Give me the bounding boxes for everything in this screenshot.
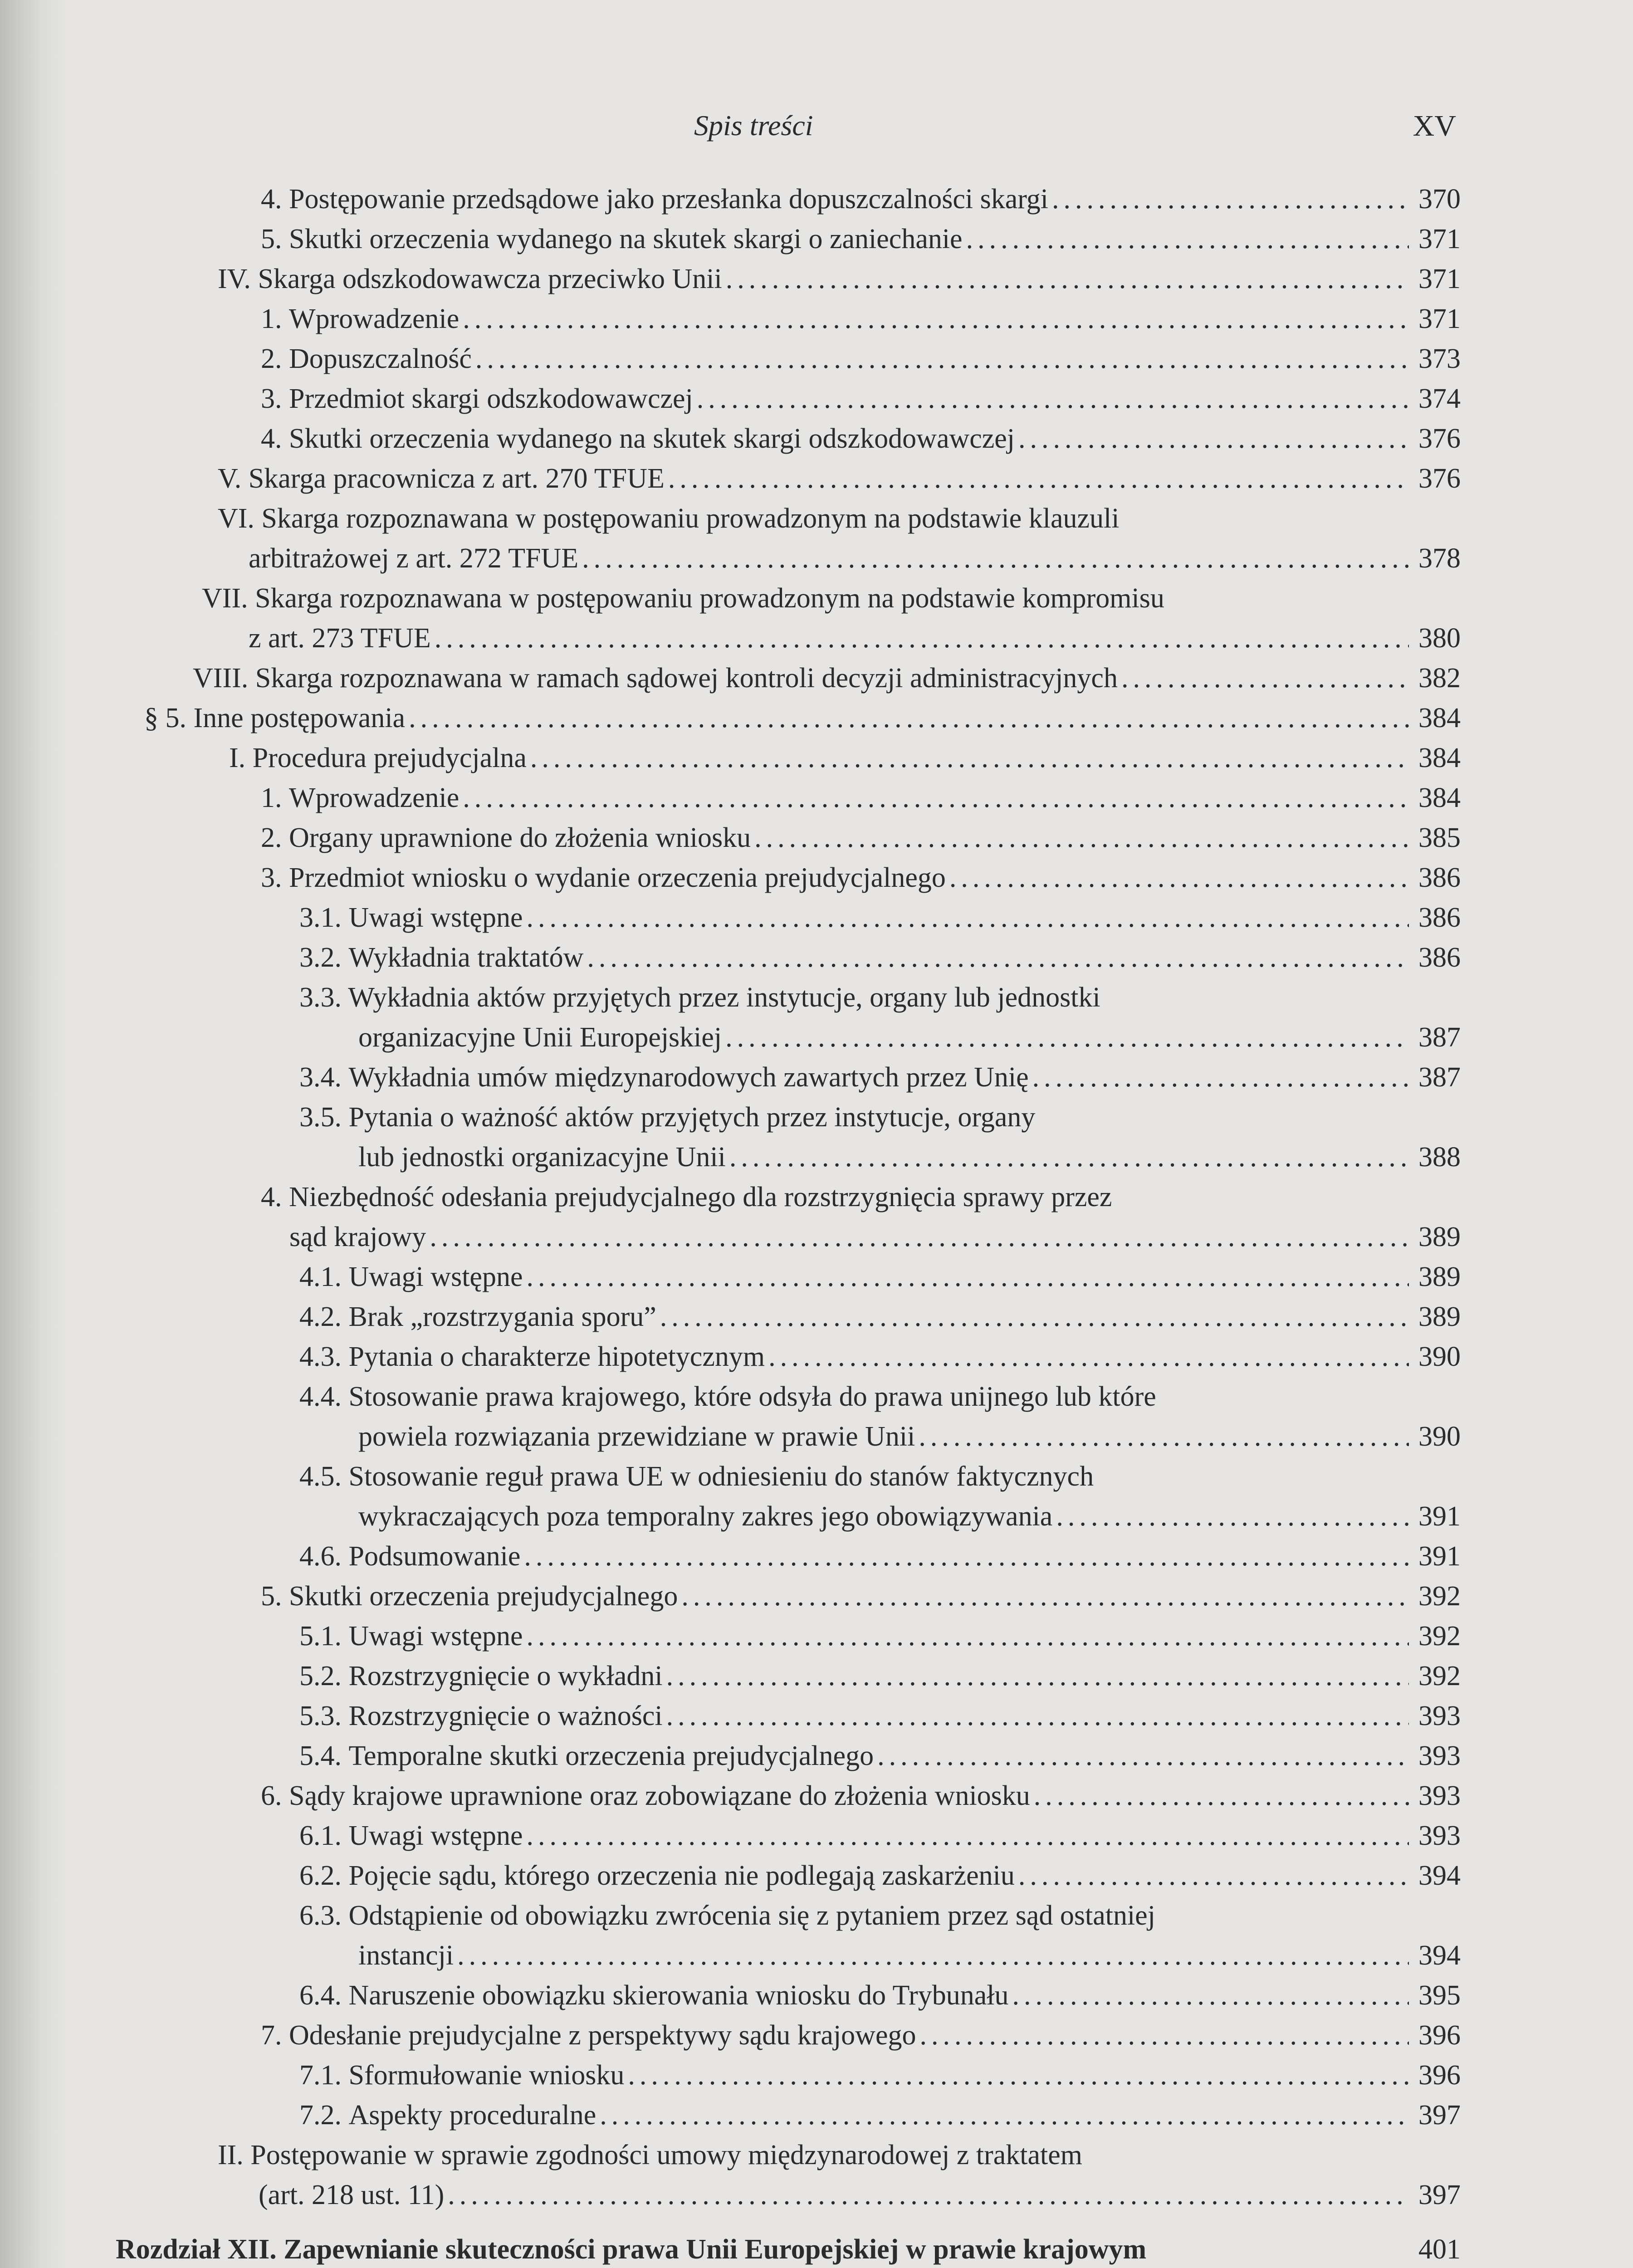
leader-dots xyxy=(726,259,1409,299)
entry-title-continued: arbitrażowej z art. 272 TFUE xyxy=(249,543,579,574)
toc-entry xyxy=(0,1057,1633,1098)
entry-number: 5. xyxy=(261,224,282,254)
entry-number: 4.4. xyxy=(299,1381,342,1412)
entry-number: 3. xyxy=(261,862,282,893)
entry-number: 6.3. xyxy=(299,1900,342,1931)
entry-title: Pytania o charakterze hipotetycznym xyxy=(348,1341,765,1372)
entry-number: 6.1. xyxy=(299,1820,342,1851)
entry-page: 392 xyxy=(1418,1621,1461,1652)
entry-page: 396 xyxy=(1418,2020,1461,2051)
leader-dots xyxy=(600,2095,1409,2135)
entry-page: 384 xyxy=(1418,782,1461,813)
entry-number: 6.4. xyxy=(299,1980,342,2011)
entry-title-continued: organizacyjne Unii Europejskiej xyxy=(358,1022,722,1053)
entry-page: 371 xyxy=(1418,264,1461,294)
toc-entry xyxy=(0,2055,1633,2096)
toc-entry xyxy=(0,938,1633,978)
entry-number: 7.1. xyxy=(299,2060,342,2091)
leader-dots xyxy=(668,459,1409,499)
toc-entry xyxy=(0,2015,1633,2056)
entry-title: Wprowadzenie xyxy=(289,782,460,813)
entry-title: Naruszenie obowiązku skierowania wniosku do Trybunału xyxy=(348,1980,1009,2011)
entry-number: 6.2. xyxy=(299,1860,342,1891)
entry-title: Skutki orzeczenia wydanego na skutek skargi odszkodowawczej xyxy=(289,423,1015,454)
leader-dots xyxy=(526,1257,1409,1297)
leader-dots xyxy=(666,1656,1409,1696)
entry-title: Postępowanie przedsądowe jako przesłanka dopuszczalności skargi xyxy=(289,184,1049,215)
entry-title-continued: lub jednostki organizacyjne Unii xyxy=(358,1142,726,1173)
leader-dots xyxy=(1052,179,1409,219)
entry-number: IV. xyxy=(218,264,251,294)
entry-title-continued: (art. 218 ust. 11) xyxy=(259,2180,445,2210)
toc-entry xyxy=(0,1257,1633,1298)
entry-title: Wykładnia traktatów xyxy=(348,942,584,973)
entry-number: 4.1. xyxy=(299,1261,342,1292)
entry-title: Przedmiot wniosku o wydanie orzeczenia prejudycjalnego xyxy=(289,862,946,893)
entry-title: Sformułowanie wniosku xyxy=(348,2060,625,2091)
entry-page: 395 xyxy=(1418,1980,1461,2011)
leader-dots xyxy=(1056,1496,1409,1536)
toc-entry xyxy=(0,858,1633,899)
entry-number: 4.3. xyxy=(299,1341,342,1372)
leader-dots xyxy=(628,2055,1409,2095)
entry-title: Przedmiot skargi odszkodowawczej xyxy=(289,383,693,414)
toc-entry xyxy=(0,339,1633,380)
running-title: Spis treści xyxy=(694,109,813,142)
entry-title: Stosowanie prawa krajowego, które odsyła do prawa unijnego lub które xyxy=(348,1381,1156,1412)
toc-entry xyxy=(0,578,1633,658)
toc-entry xyxy=(0,1816,1633,1857)
entry-number: 5. xyxy=(261,1581,282,1612)
entry-number: 5.4. xyxy=(299,1740,342,1771)
toc-entry xyxy=(0,499,1633,578)
page-header xyxy=(0,109,1633,150)
entry-title: Procedura prejudycjalna xyxy=(252,743,527,773)
leader-dots xyxy=(966,219,1409,259)
leader-dots xyxy=(725,1017,1409,1057)
entry-number: 4. xyxy=(261,184,282,215)
entry-page: 371 xyxy=(1418,303,1461,334)
toc-entry xyxy=(0,818,1633,859)
entry-title: Organy uprawnione do złożenia wniosku xyxy=(289,822,751,853)
entry-title: Skutki orzeczenia wydanego na skutek skargi o zaniechanie xyxy=(289,224,963,254)
entry-title: Stosowanie reguł prawa UE w odniesieniu do stanów faktycznych xyxy=(348,1461,1094,1492)
entry-title: Temporalne skutki orzeczenia prejudycjalnego xyxy=(348,1740,874,1771)
entry-number: 4.6. xyxy=(299,1541,342,1572)
entry-page: 385 xyxy=(1418,822,1461,853)
leader-dots xyxy=(435,618,1409,658)
leader-dots xyxy=(582,538,1409,578)
toc-entry xyxy=(0,2095,1633,2136)
leader-dots xyxy=(681,1576,1409,1616)
toc-entry xyxy=(0,1776,1633,1817)
entry-page: 384 xyxy=(1418,703,1461,733)
entry-number: 2. xyxy=(261,822,282,853)
entry-number: 3.3. xyxy=(299,982,342,1013)
toc-entry xyxy=(0,179,1633,220)
entry-page: 396 xyxy=(1418,2060,1461,2091)
leader-dots xyxy=(526,898,1409,938)
entry-page: 391 xyxy=(1418,1501,1461,1532)
entry-page: 393 xyxy=(1418,1780,1461,1811)
leader-dots xyxy=(1034,1776,1409,1816)
entry-number: 4. xyxy=(261,423,282,454)
entry-page: 389 xyxy=(1418,1301,1461,1332)
entry-page: 388 xyxy=(1418,1142,1461,1173)
toc-entry xyxy=(0,259,1633,300)
entry-number: 3.5. xyxy=(299,1102,342,1133)
entry-page: 394 xyxy=(1418,1940,1461,1971)
entry-page: 389 xyxy=(1418,1261,1461,1292)
toc-entry xyxy=(0,898,1633,938)
toc-entry xyxy=(0,738,1633,779)
leader-dots xyxy=(475,339,1409,379)
entry-number: 4.5. xyxy=(299,1461,342,1492)
toc-entry xyxy=(0,2135,1633,2215)
entry-number: 4. xyxy=(261,1182,282,1212)
toc-entry xyxy=(0,1736,1633,1777)
entry-page: 391 xyxy=(1418,1541,1461,1572)
entry-title: Skarga rozpoznawana w postępowaniu prowadzonym na podstawie kompromisu xyxy=(255,583,1164,614)
toc-entry xyxy=(0,379,1633,420)
entry-page: 392 xyxy=(1418,1661,1461,1691)
entry-title: Odesłanie prejudycjalne z perspektywy sądu krajowego xyxy=(289,2020,916,2051)
entry-title: Wykładnia aktów przyjętych przez instytucje, organy lub jednostki xyxy=(348,982,1100,1013)
entry-page: 370 xyxy=(1418,184,1461,215)
entry-page: 386 xyxy=(1418,942,1461,973)
entry-title: Wykładnia umów międzynarodowych zawartych przez Unię xyxy=(348,1062,1029,1093)
toc-entry xyxy=(0,658,1633,699)
entry-page: 374 xyxy=(1418,383,1461,414)
leader-dots xyxy=(660,1297,1409,1337)
entry-page: 376 xyxy=(1418,463,1461,494)
entry-title-continued: instancji xyxy=(358,1940,454,1971)
toc-entry xyxy=(0,1616,1633,1657)
entry-page: 397 xyxy=(1418,2180,1461,2210)
entry-page: 390 xyxy=(1418,1421,1461,1452)
page-number: XV xyxy=(1413,109,1456,142)
entry-title: Skutki orzeczenia prejudycjalnego xyxy=(289,1581,678,1612)
toc-entry xyxy=(0,698,1633,739)
entry-title-continued: z art. 273 TFUE xyxy=(249,623,431,654)
entry-title: Niezbędność odesłania prejudycjalnego dla rozstrzygnięcia sprawy przez xyxy=(289,1182,1112,1212)
entry-number: 2. xyxy=(261,343,282,374)
leader-dots xyxy=(1012,1975,1409,2015)
leader-dots xyxy=(877,1736,1409,1776)
entry-page: 392 xyxy=(1418,1581,1461,1612)
entry-page: 382 xyxy=(1418,663,1461,694)
entry-page: 387 xyxy=(1418,1022,1461,1053)
toc-entry xyxy=(0,299,1633,340)
leader-dots xyxy=(463,778,1409,818)
entry-title: Pytania o ważność aktów przyjętych przez instytucje, organy xyxy=(348,1102,1036,1133)
chapter-title: Rozdział XII. Zapewnianie skuteczności prawa Unii Europejskiej w prawie krajowym xyxy=(116,2234,1147,2265)
chapter-page: 401 xyxy=(1418,2234,1461,2265)
entry-title: Pojęcie sądu, którego orzeczenia nie podlegają zaskarżeniu xyxy=(348,1860,1015,1891)
leader-dots xyxy=(949,858,1409,898)
toc-entry xyxy=(0,1337,1633,1378)
toc-entry xyxy=(0,1896,1633,1975)
toc-entry xyxy=(0,1656,1633,1697)
toc-entry xyxy=(0,1377,1633,1457)
entry-page: 373 xyxy=(1418,343,1461,374)
entry-page: 371 xyxy=(1418,224,1461,254)
leader-dots xyxy=(1018,1856,1409,1896)
leader-dots xyxy=(919,1417,1409,1457)
entry-number: I. xyxy=(229,743,246,773)
leader-dots xyxy=(754,818,1409,858)
leader-dots xyxy=(530,738,1409,778)
entry-title: Skarga pracownicza z art. 270 TFUE xyxy=(248,463,665,494)
entry-number: VI. xyxy=(218,503,254,534)
leader-dots xyxy=(1018,419,1409,459)
entry-page: 393 xyxy=(1418,1701,1461,1731)
entry-title: Wprowadzenie xyxy=(289,303,460,334)
leader-dots xyxy=(1032,1057,1409,1097)
toc-entry xyxy=(0,1536,1633,1577)
toc-entry xyxy=(0,778,1633,819)
entry-page: 387 xyxy=(1418,1062,1461,1093)
entry-page: 378 xyxy=(1418,543,1461,574)
entry-title: Brak „rozstrzygania sporu” xyxy=(348,1301,656,1332)
leader-dots xyxy=(409,698,1409,738)
toc-entry xyxy=(0,1457,1633,1536)
entry-title: Skarga rozpoznawana w ramach sądowej kontroli decyzji administracyjnych xyxy=(255,663,1118,694)
entry-title: Sądy krajowe uprawnione oraz zobowiązane do złożenia wniosku xyxy=(289,1780,1030,1811)
leader-dots xyxy=(457,1936,1409,1975)
toc-entry xyxy=(0,1696,1633,1737)
entry-title: Rozstrzygnięcie o ważności xyxy=(348,1701,663,1731)
toc-entry xyxy=(0,419,1633,459)
entry-title: Uwagi wstępne xyxy=(348,1820,523,1851)
entry-page: 386 xyxy=(1418,862,1461,893)
toc-entry xyxy=(0,1297,1633,1338)
leader-dots xyxy=(526,1616,1409,1656)
leader-dots xyxy=(463,299,1409,339)
entry-page: 386 xyxy=(1418,902,1461,933)
leader-dots xyxy=(919,2015,1409,2055)
entry-number: 3.2. xyxy=(299,942,342,973)
entry-number: VII. xyxy=(202,583,248,614)
toc-entry xyxy=(0,1177,1633,1257)
toc-chapter-entry xyxy=(0,2229,1633,2268)
entry-title: Skarga odszkodowawcza przeciwko Unii xyxy=(258,264,722,294)
toc-entry xyxy=(0,1856,1633,1897)
entry-page: 380 xyxy=(1418,623,1461,654)
leader-dots xyxy=(526,1816,1409,1856)
entry-title: Podsumowanie xyxy=(348,1541,521,1572)
entry-number: 5.3. xyxy=(299,1701,342,1731)
toc-entry xyxy=(0,459,1633,499)
entry-number: 5.1. xyxy=(299,1621,342,1652)
entry-number: 3.4. xyxy=(299,1062,342,1093)
toc-entry xyxy=(0,219,1633,260)
entry-title: Inne postępowania xyxy=(193,703,406,733)
toc-entry xyxy=(0,1576,1633,1617)
toc-entry xyxy=(0,978,1633,1057)
entry-number: V. xyxy=(218,463,242,494)
entry-number: 4.2. xyxy=(299,1301,342,1332)
entry-page: 394 xyxy=(1418,1860,1461,1891)
entry-number: 7.2. xyxy=(299,2100,342,2131)
leader-dots xyxy=(448,2175,1409,2215)
leader-dots xyxy=(768,1337,1409,1377)
entry-number: 6. xyxy=(261,1780,282,1811)
entry-title: Aspekty proceduralne xyxy=(348,2100,596,2131)
leader-dots xyxy=(666,1696,1409,1736)
entry-title-continued: powiela rozwiązania przewidziane w prawie Unii xyxy=(358,1421,915,1452)
entry-title: Skarga rozpoznawana w postępowaniu prowadzonym na podstawie klauzuli xyxy=(261,503,1120,534)
entry-title: Dopuszczalność xyxy=(289,343,472,374)
leader-dots xyxy=(430,1217,1409,1257)
entry-title: Rozstrzygnięcie o wykładni xyxy=(348,1661,663,1691)
entry-title: Uwagi wstępne xyxy=(348,1621,523,1652)
entry-title: Odstąpienie od obowiązku zwrócenia się z pytaniem przez sąd ostatniej xyxy=(348,1900,1155,1931)
entry-page: 389 xyxy=(1418,1222,1461,1252)
entry-page: 397 xyxy=(1418,2100,1461,2131)
leader-dots xyxy=(1121,658,1409,698)
entry-number: 3.1. xyxy=(299,902,342,933)
entry-number: 3. xyxy=(261,383,282,414)
leader-dots xyxy=(524,1536,1409,1576)
entry-page: 376 xyxy=(1418,423,1461,454)
entry-title-continued: wykraczających poza temporalny zakres jego obowiązywania xyxy=(358,1501,1053,1532)
entry-title-continued: sąd krajowy xyxy=(289,1222,426,1252)
toc-entry xyxy=(0,1097,1633,1177)
entry-title: Postępowanie w sprawie zgodności umowy międzynarodowej z traktatem xyxy=(250,2140,1082,2170)
entry-number: § 5. xyxy=(144,703,186,733)
entry-page: 384 xyxy=(1418,743,1461,773)
entry-number: 7. xyxy=(261,2020,282,2051)
entry-title: Uwagi wstępne xyxy=(348,902,523,933)
toc-entry xyxy=(0,1975,1633,2016)
entry-number: 1. xyxy=(261,782,282,813)
leader-dots xyxy=(697,379,1409,419)
entry-number: II. xyxy=(218,2140,244,2170)
entry-page: 393 xyxy=(1418,1740,1461,1771)
entry-title: Uwagi wstępne xyxy=(348,1261,523,1292)
entry-number: 5.2. xyxy=(299,1661,342,1691)
entry-number: 1. xyxy=(261,303,282,334)
entry-number: VIII. xyxy=(193,663,249,694)
entry-page: 390 xyxy=(1418,1341,1461,1372)
entry-page: 393 xyxy=(1418,1820,1461,1851)
leader-dots xyxy=(587,938,1409,978)
leader-dots xyxy=(729,1137,1409,1177)
